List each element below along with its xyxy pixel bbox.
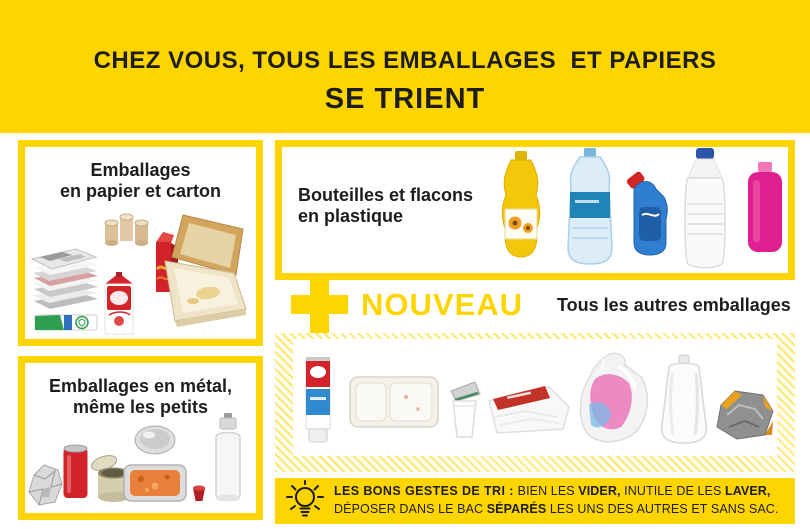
- nouveau-badge: NOUVEAU: [361, 287, 524, 322]
- milk-bottle-image: [678, 148, 732, 270]
- aluminum-foil-ball-image: [27, 461, 63, 507]
- card-paper-title: Emballages en papier et carton: [59, 160, 222, 202]
- tip-line2: DÉPOSER DANS LE BAC SÉPARÉS LES UNS DES AUTRES ET SANS SAC.: [334, 502, 779, 516]
- others-label: Tous les autres emballages: [557, 295, 791, 315]
- toothpaste-box-image: [34, 313, 98, 333]
- other-packaging-images: [293, 339, 777, 456]
- water-bottle-image: [558, 148, 622, 266]
- lightbulb-icon: [285, 480, 325, 522]
- card-paper-cardboard: [18, 140, 263, 346]
- toilet-cleaner-bottle-image: [626, 167, 672, 257]
- yogurt-pot-image: [445, 379, 483, 441]
- plastic-bag-image: [575, 349, 653, 447]
- card-metal-title: Emballages en métal, même les petits: [48, 376, 233, 418]
- milk-carton-image: [101, 269, 137, 337]
- other-packaging-section: [275, 333, 795, 472]
- shampoo-bottle-image: [744, 162, 786, 254]
- coffee-capsule-image: [191, 483, 207, 503]
- metal-lid-image: [133, 423, 177, 457]
- aerosol-can-image: [211, 411, 245, 505]
- pizza-box-image: [163, 213, 249, 329]
- aluminum-food-tray-image: [123, 459, 187, 505]
- plastic-film-pack-image: [485, 377, 573, 437]
- stand-up-pouch-image: [655, 355, 713, 445]
- tip-bar: [275, 478, 795, 524]
- header-line2: SE TRIENT: [324, 83, 486, 115]
- red-soda-can-image: [62, 443, 89, 501]
- nouveau-band: [275, 280, 795, 333]
- chips-bag-image: [715, 385, 775, 443]
- card-metal: [18, 356, 263, 520]
- oil-bottle-image: [492, 151, 550, 259]
- newspapers-stack-image: [28, 231, 102, 315]
- card-plastic-bottles: [275, 140, 795, 280]
- cardboard-tubes-image: [102, 211, 152, 249]
- plus-icon: [291, 276, 348, 333]
- plastic-tray-image: [348, 373, 440, 431]
- poster-header: [0, 0, 810, 133]
- card-bottles-title: Bouteilles et flacons en plastique: [298, 185, 474, 227]
- tip-line1: LES BONS GESTES DE TRI : BIEN LES VIDER, INUTILE DE LES LAVER,: [334, 484, 771, 499]
- toothpaste-tube-image: [303, 355, 333, 445]
- header-line1: CHEZ VOUS, TOUS LES EMBALLAGES ET PAPIERS: [93, 47, 717, 74]
- tip-text: [334, 483, 778, 519]
